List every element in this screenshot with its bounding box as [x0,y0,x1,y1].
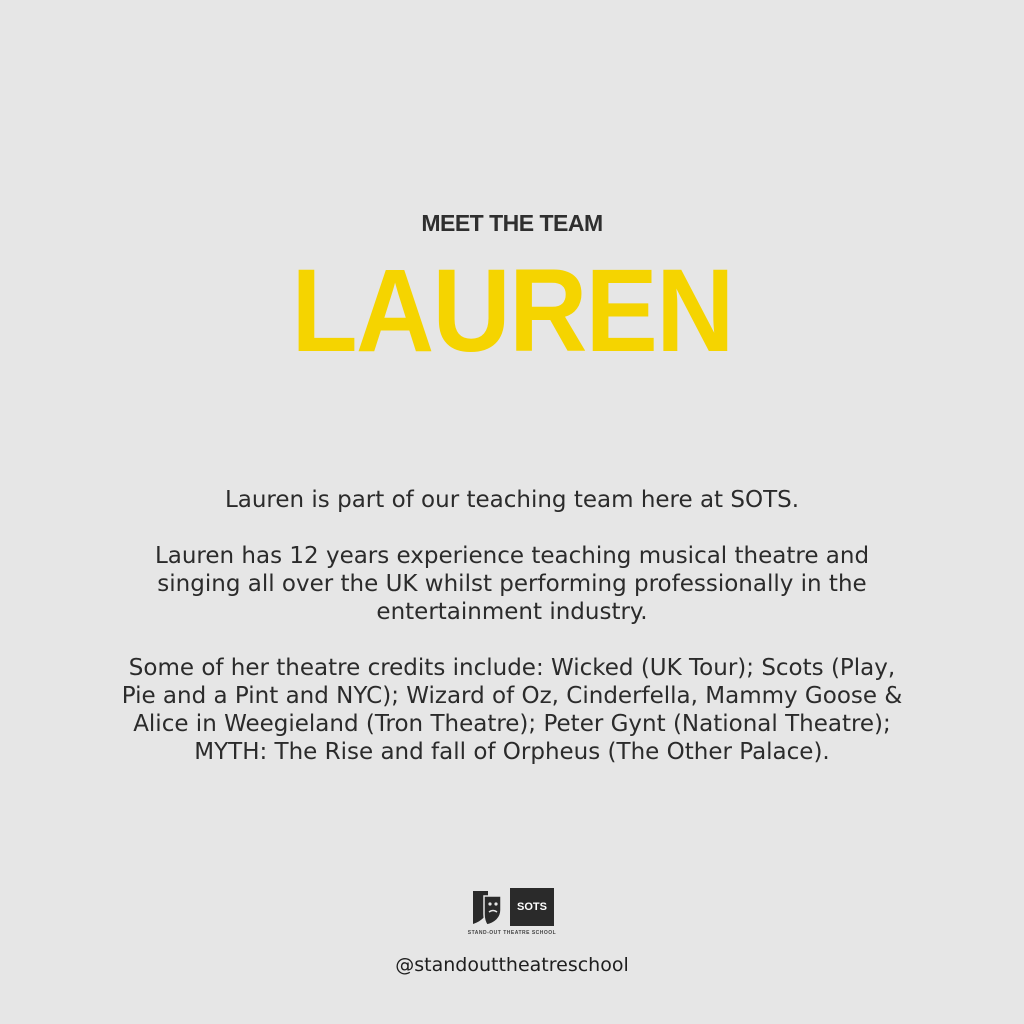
sots-logo: SOTS [510,888,554,926]
footer-logo [0,888,1024,926]
social-handle: @standouttheatreschool [395,954,629,976]
team-member-name: LAUREN [291,245,733,377]
bio-paragraph-2: Lauren has 12 years experience teaching musical theatre and singing all over the UK whilst performing professionally in the entertainment industry. [154,543,870,625]
section-eyebrow: MEET THE TEAM [421,210,603,236]
bio-paragraph-3: Some of her theatre credits include: Wicked (UK Tour); Scots (Play, Pie and a Pint and NYC); Wizard of Oz, Cinderfella, Mammy Goose & Alice in Weegieland (Tron Theatre); Peter Gynt (National Theatre); MYTH: The Rise and fall of Orpheus (The Other Palace). [121,655,903,765]
logo-subtext: STAND-OUT THEATRE SCHOOL [467,930,557,936]
bio-paragraph-1: Lauren is part of our teaching team here at SOTS. [224,487,800,513]
bio-text [112,486,912,794]
theatre-masks-icon [470,888,504,926]
